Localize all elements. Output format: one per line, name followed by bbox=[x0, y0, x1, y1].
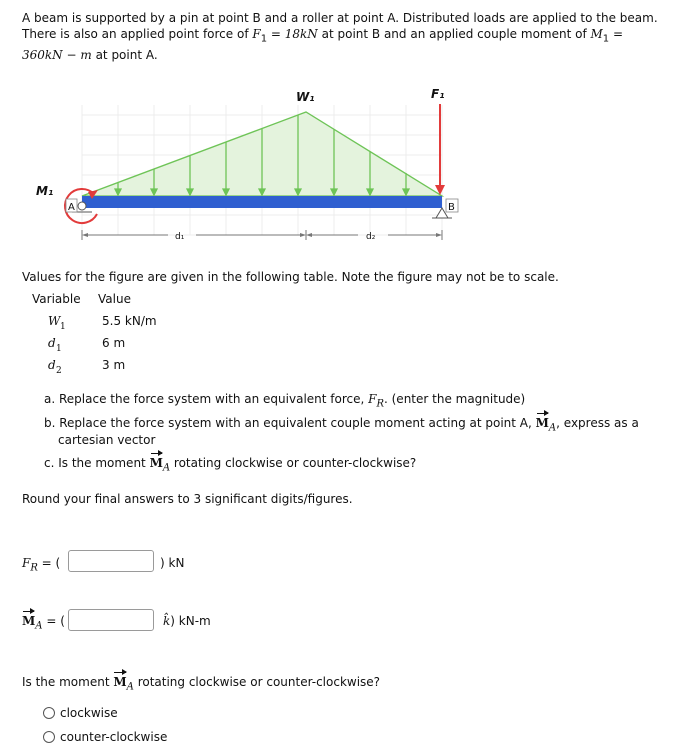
f1-label: F₁ bbox=[431, 87, 445, 101]
round-note: Round your final answers to 3 significant digits/figures. bbox=[22, 492, 353, 506]
table-header bbox=[32, 292, 192, 314]
table-intro: Values for the figure are given in the following table. Note the figure may not be to scale. bbox=[22, 270, 559, 284]
point-a-label: A bbox=[68, 202, 75, 213]
counter-clockwise-radio[interactable] bbox=[43, 731, 55, 743]
values-table bbox=[32, 292, 192, 380]
problem-line-2: There is also an applied point force of $F_1 = 18kN$ at point B and an applied couple moment of $M_1$ = bbox=[22, 27, 624, 45]
d1-label: d₁ bbox=[175, 232, 185, 242]
header-variable: Variable bbox=[32, 292, 81, 306]
beam-figure bbox=[0, 0, 676, 270]
ma-input[interactable] bbox=[68, 609, 154, 631]
ma-answer-label: $M_A$ = ( bbox=[22, 614, 65, 632]
problem-line-1: A beam is supported by a pin at point B and a roller at point A. Distributed loads are applied to the beam. bbox=[22, 11, 658, 25]
ma-unit: k̂) kN-m bbox=[163, 614, 211, 628]
d2-label: d₂ bbox=[366, 232, 376, 242]
rotation-question: Is the moment $M_A$ rotating clockwise or counter-clockwise? bbox=[22, 675, 381, 693]
question-c: c. Is the moment $M_A$ rotating clockwise or counter-clockwise? bbox=[44, 456, 417, 474]
w1-label: W₁ bbox=[296, 90, 315, 104]
clockwise-radio[interactable] bbox=[43, 707, 55, 719]
point-b-label: B bbox=[448, 202, 455, 213]
question-a: a. Replace the force system with an equivalent force, $F_R$. (enter the magnitude) bbox=[44, 392, 526, 410]
table-row: W 1 5.5 kN/m bbox=[48, 314, 157, 332]
header-value: Value bbox=[98, 292, 131, 306]
fr-input[interactable] bbox=[68, 550, 154, 572]
fr-unit: ) kN bbox=[160, 556, 185, 570]
fr-answer-label: $F_R$ = ( bbox=[22, 556, 61, 574]
m1-label: M₁ bbox=[36, 184, 54, 198]
question-b: b. Replace the force system with an equivalent couple moment acting at point A, $M_A$, express as a bbox=[44, 416, 639, 434]
clockwise-label[interactable]: clockwise bbox=[60, 706, 118, 720]
question-b-line2: cartesian vector bbox=[58, 433, 156, 447]
counter-clockwise-label[interactable]: counter-clockwise bbox=[60, 730, 168, 744]
problem-line-3: 360kN − m at point A. bbox=[22, 48, 158, 63]
table-row: d 1 6 m bbox=[48, 336, 126, 354]
table-row: d 2 3 m bbox=[48, 358, 126, 376]
beam bbox=[82, 196, 442, 208]
